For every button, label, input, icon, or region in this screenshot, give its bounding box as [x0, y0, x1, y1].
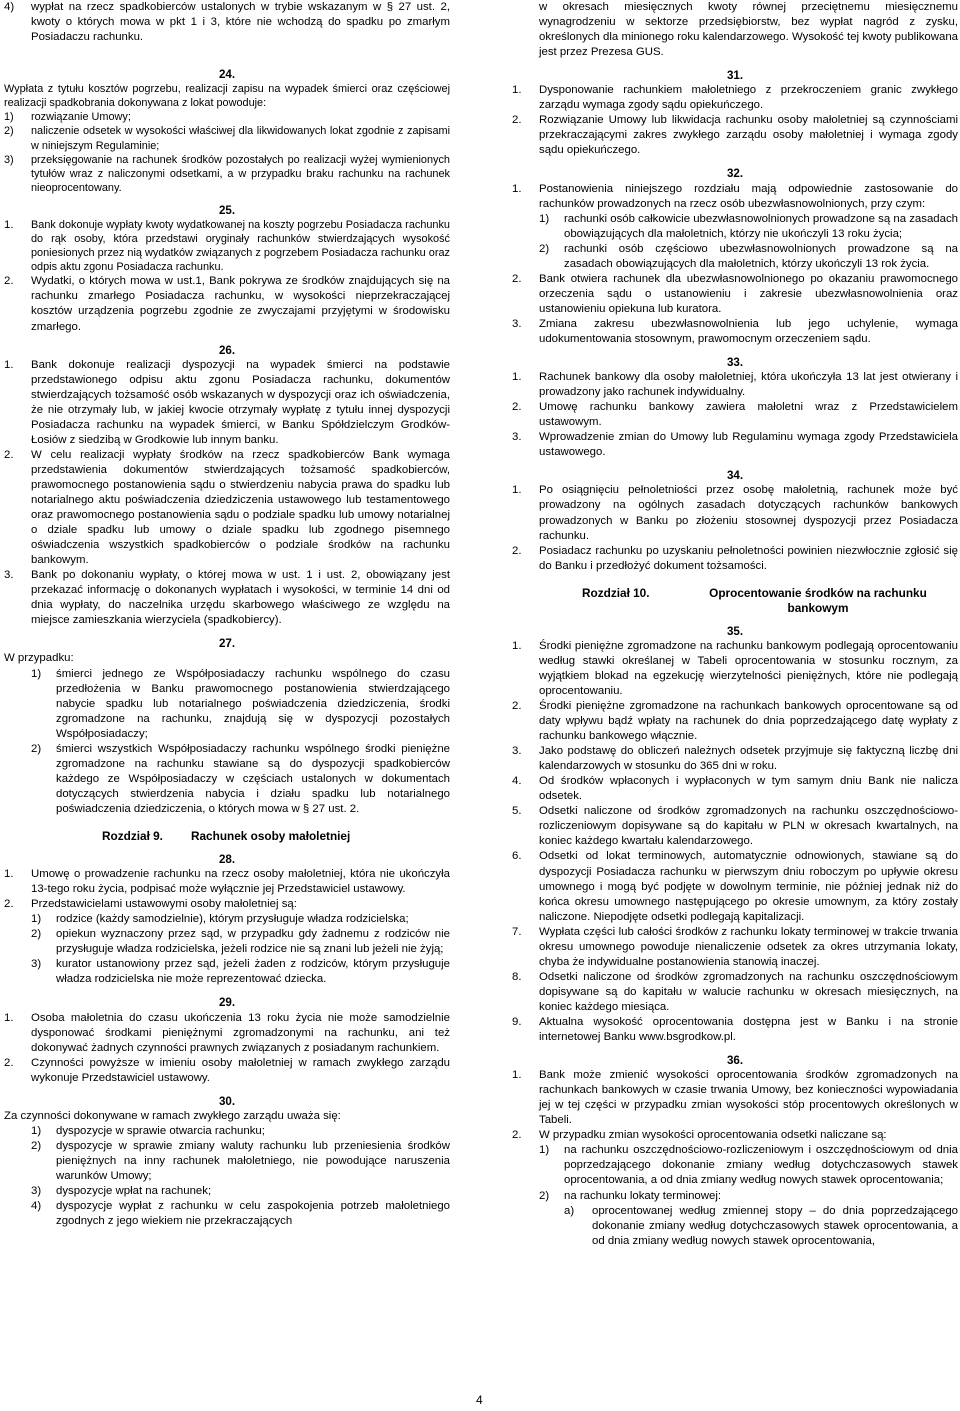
list-item: 3. Jako podstawę do obliczeń należnych odsetek przyjmuje się faktyczną liczbę dni kalendarzowych w stosunku do 365 dni w roku. — [512, 745, 958, 773]
section-30 — [4, 1109, 450, 1229]
list-item: 2) opiekun wyznaczony przez sąd, w przypadku gdy żadnemu z rodziców nie przysługuje władza rodzicielska, jeżeli rodzice nie są znani lub jeżeli nie żyją; — [31, 928, 450, 956]
list-pre — [4, 0, 450, 45]
chapter-label: Rozdział 10. — [582, 585, 650, 600]
paragraph: Wypłata z tytułu kosztów pogrzebu, realizacji zapisu na wypadek śmierci oraz częściowej realizacji spadkobrania dokonywana z lokat powoduje: — [4, 83, 450, 110]
left-column — [4, 0, 450, 1229]
item-text: wypłat na rzecz spadkobierców ustalonych w trybie wskazanym w § 27 ust. 2, kwoty o których mowa w pkt 1 i 3, które nie wchodzą do spadku po zmarłym Posiadaczu rachunku. — [31, 1, 450, 44]
list-item: 2) naliczenie odsetek w wysokości właściwej dla likwidowanych lokat zgodnie z zapisami w niniejszym Regulaminie; — [4, 125, 450, 152]
list-item: 1. Dysponowanie rachunkiem małoletniego z przekroczeniem granic zwykłego zarządu wymaga zgody sądu opiekuńczego. — [512, 84, 958, 112]
list-item: 8. Odsetki naliczone od środków zgromadzonych na rachunku oszczędnościowym dopisywane są do kapitału w walucie rachunku w okresach miesięcznych, na koniec każdego miesiąca. — [512, 970, 958, 1013]
list-item: 1. Bank może zmienić wysokości oprocentowania środków zgromadzonych na rachunkach bankowych w czasie trwania Umowy, bez konieczności wypowiadania jej w tej części w przypadku zmian wysokości stóp procentowych określonych w Tabeli. — [512, 1069, 958, 1127]
list-item: 1) śmierci jednego ze Współposiadaczy rachunku wspólnego do czasu przedłożenia w Banku prawomocnego postanowienia stwierdzającego nabycie spadku lub notarialnego poświadczenia dziedziczenia, środki zgromadzone na rachunku, znajdują się w dyspozycji pozostałych Współposiadaczy; — [31, 667, 450, 740]
list-item: 4) dyspozycje wypłat z rachunku w celu zaspokojenia potrzeb małoletniego zgodnych z jego wiekiem nie przekraczających — [31, 1200, 450, 1228]
list-item — [4, 0, 450, 45]
section-25 — [4, 218, 450, 335]
list-item: 1) rachunki osób całkowicie ubezwłasnowolnionych prowadzone są na zasadach obowiązujących dla małoletnich, którzy nie ukończyli 13 roku życia; — [539, 212, 958, 240]
list-item: 1. Osoba małoletnia do czasu ukończenia 13 roku życia nie może samodzielnie dysponować środkami pieniężnymi zgromadzonymi na rachunku, ani też dokonywać żadnych czynności prawnych związanych z posiadanym rachunkiem. — [4, 1011, 450, 1054]
section-32 — [512, 182, 958, 348]
list-item: 3. Wprowadzenie zmian do Umowy lub Regulaminu wymaga zgody Przedstawiciela ustawowego. — [512, 431, 958, 459]
section-34 — [512, 483, 958, 573]
section-heading: 31. — [726, 69, 744, 83]
section-33 — [512, 370, 958, 460]
list-item: 2) dyspozycje w sprawie zmiany waluty rachunku lub przeniesienia środków pieniężnych na inny rachunek małoletniego, nie powodujące naruszenia warunków Umowy; — [31, 1139, 450, 1182]
list-item: 4. Od środków wpłaconych i wypłaconych w tym samym dniu Bank nie nalicza odsetek. — [512, 775, 958, 803]
list-item: 2. Rozwiązanie Umowy lub likwidacja rachunku osoby małoletniej są czynnościami przekraczającymi zakres zwykłego zarządu osoby małoletniej i wymaga zgody sądu opiekuńczego. — [512, 114, 958, 157]
list-item: 3) przeksięgowanie na rachunek środków pozostałych po realizacji wyżej wymienionych tytułów wraz z naliczonymi odsetkami, a w przypadku braku rachunku na rachunek nieoprocentowany. — [4, 153, 450, 194]
list-item: a) oprocentowanej według zmiennej stopy – do dnia poprzedzającego dokonanie zmiany według dotychczasowych stawek oprocentowania, a od dnia zmiany według nowych stawek oprocentowania, — [564, 1204, 958, 1247]
list-item: 9. Aktualna wysokość oprocentowania dostępna jest w Banku i na stronie internetowej Banku www.bsgrodkow.pl. — [512, 1016, 958, 1044]
section-heading: 32. — [726, 167, 744, 181]
chapter-label: Rozdział 9. — [102, 829, 163, 843]
list-item: 2) śmierci wszystkich Współposiadaczy rachunku wspólnego środki pieniężne zgromadzone na rachunku stawiane są do dyspozycji spadkobierców każdego ze Współposiadaczy w częściach ustalonych w dokumentach dotyczących stwierdzenia nabycia i działu spadku lub notarialnego poświadczenia dziedziczenia, o których mowa w § 27 ust. 2. — [31, 742, 450, 815]
section-heading: 35. — [726, 624, 744, 638]
section-heading: 24. — [218, 68, 236, 82]
list-item: 2. Umowę rachunku bankowy zawiera małoletni wraz z Przedstawicielem ustawowym. — [512, 401, 958, 429]
section-27 — [4, 651, 450, 817]
item-number: 4) — [4, 1, 15, 13]
list-item: 2. W przypadku zmian wysokości oprocentowania odsetki naliczane są: — [512, 1129, 887, 1142]
list-item: 1. Rachunek bankowy dla osoby małoletniej, która ukończyła 13 lat jest otwierany i prowadzony jako rachunek indywidualny. — [512, 371, 958, 399]
section-heading: 33. — [726, 356, 744, 370]
chapter-title: Rachunek osoby małoletniej — [190, 829, 351, 843]
list-item: 2. Czynności powyższe w imieniu osoby małoletniej w ramach zwykłego zarządu wykonuje Przedstawiciel ustawowy. — [4, 1056, 450, 1084]
section-heading: 36. — [726, 1054, 744, 1068]
section-29 — [4, 1011, 450, 1086]
list-item: 1) na rachunku oszczędnościowo-rozliczeniowym i oszczędnościowym od dnia poprzedzającego dokonanie zmiany według dotychczasowych stawek oprocentowania, a od dnia zmiany według nowych stawek oprocentowania; — [539, 1144, 958, 1187]
list-item: 2. Bank otwiera rachunek dla ubezwłasnowolnionego po okazaniu prawomocnego orzeczenia sądu o ustanowieniu i zakresie ubezwłasnowolnienia oraz ustanowieniu opiekuna lub kuratora. — [512, 272, 958, 315]
list-item: 1. Postanowienia niniejszego rozdziału mają odpowiednie zastosowanie do rachunków prowadzonych na rzecz osób ubezwłasnowolnionych, przy czym: — [512, 182, 958, 210]
section-heading: 25. — [218, 203, 236, 217]
list-item: 1. Bank dokonuje realizacji dyspozycji na wypadek śmierci na podstawie przedstawionego odpisu aktu zgonu Posiadacza rachunku, dokumentów stwierdzających tożsamość osób wskazanych w dyspozycji oraz ich oświadczenia, że nie otrzymały lub, w jakiej kwocie otrzymały wypłatę z tytułu innej dyspozycji Posiadacza rachunku na wypadek śmierci, w Banku Spółdzielczym Grodków-Łosiów z siedzibą w Grodkowie lub innym banku. — [4, 358, 450, 446]
list-item: 2) rachunki osób częściowo ubezwłasnowolnionych prowadzone są na zasadach obowiązujących dla małoletnich, którzy ukończyli 13 rok życia. — [539, 242, 958, 270]
list-item: 3) dyspozycje wpłat na rachunek; — [31, 1185, 212, 1198]
list-item: 2) na rachunku lokaty terminowej: — [539, 1189, 722, 1202]
list-item: 1. Bank dokonuje wypłaty kwoty wydatkowanej na koszty pogrzebu Posiadacza rachunku do rąk osoby, która przedstawi oryginały rachunków stwierdzających wysokość poniesionych przez nią wydatków związanych z pogrzebem Posiadacza rachunku oraz odpis aktu zgonu Posiadacza rachunku. — [4, 218, 450, 274]
list-item: 3) kurator ustanowiony przez sąd, jeżeli żaden z rodziców, którym przysługuje władza rodzicielska nie może reprezentować dziecka. — [31, 958, 450, 986]
section-24 — [4, 82, 450, 195]
chapter-heading — [4, 829, 450, 844]
list-item: 1. Środki pieniężne zgromadzone na rachunku bankowym podlegają oprocentowaniu według stawki określanej w Tabeli oprocentowania w stosunku rocznym, za wyjątkiem blokad na egzekucję wierzytelności pieniężnych, które nie podlegają oprocentowaniu. — [512, 639, 958, 697]
section-36 — [512, 1068, 958, 1249]
list-item: 5. Odsetki naliczone od środków zgromadzonych na rachunku oszczędnościowo- rozliczeniowym dopisywane są do kapitału w PLN w okresach kwartalnych, na koniec każdego kwartału kalendarzowego. — [512, 805, 958, 848]
section-31 — [512, 83, 958, 158]
section-heading: 34. — [726, 469, 744, 483]
list-item: 1) dyspozycje w sprawie otwarcia rachunku; — [31, 1124, 265, 1137]
paragraph: Za czynności dokonywane w ramach zwykłego zarządu uważa się: — [4, 1109, 341, 1122]
continued-paragraph: w okresach miesięcznych kwoty równej przeciętnemu miesięcznemu wynagrodzeniu w sektorze przedsiębiorstw, bez wypłat nagród z zysku, określonych dla minionego roku kalendarzowego. Wysokość tej kwoty publikowana jest przez Prezesa GUS. — [539, 1, 958, 59]
list-item: 2. W celu realizacji wypłaty środków na rzecz spadkobierców Bank wymaga przedstawienia dokumentów stwierdzających tożsamość spadkobierców, prawomocnego postanowienia sądu o stwierdzeniu nabycia prawa do spadku lub notarialnego aktu poświadczenia dziedziczenia ustawowego lub testamentowego oraz prawomocnego postanowienia sądu o podziale spadku lub umowy notarialnej o dziale spadku lub umowy o dziale spadku lub zgodnego pisemnego oświadczenia wszystkich spadkobierców o podziale środków na rachunku bankowym. — [4, 448, 450, 567]
list-item: 2. Posiadacz rachunku po uzyskaniu pełnoletności powinien niezwłocznie zgłosić się do Banku i przedłożyć dokument tożsamości. — [512, 544, 958, 572]
paragraph: W przypadku: — [4, 652, 74, 665]
list-item: 3. Bank po dokonaniu wypłaty, o której mowa w ust. 1 i ust. 2, obowiązany jest przekazać informację o dokonanych wypłatach i wysokości, w terminie 14 dni od dnia wypłaty, do naczelnika urzędu skarbowego właściwego ze względu na miejsce zamieszkania wierzyciela (spadkobiercy). — [4, 569, 450, 627]
chapter-heading — [512, 586, 958, 616]
section-35 — [512, 639, 958, 1045]
list-item: 2. Przedstawicielami ustawowymi osoby małoletniej są: — [4, 898, 297, 911]
list-item: 2. Środki pieniężne zgromadzone na rachunkach bankowych oprocentowane są od daty wpływu bądź wpłaty na rachunek do dnia poprzedzającego datę wypłaty z rachunku bankowego włącznie. — [512, 700, 958, 743]
list-item: 1) rodzice (każdy samodzielnie), którym przysługuje władza rodzicielska; — [31, 913, 409, 926]
list-item: 6. Odsetki od lokat terminowych, automatycznie odnowionych, stawiane są do dyspozycji Posiadacza rachunku w pierwszym dniu roboczym po upływie okresu umownego i mogą być podjęte w dowolnym terminie, nie później jednak niż do końca okresu umownego następującego po okresie umownym, za który zostały naliczone. Niepodjęte odsetki podlegają kapitalizacji. — [512, 850, 958, 923]
list-item: 3. Zmiana zakresu ubezwłasnowolnienia lub jego uchylenie, wymaga udokumentowania stosownym, prawomocnym orzeczeniem sądu. — [512, 317, 958, 345]
list-item: 7. Wypłata części lub całości środków z rachunku lokaty terminowej w trakcie trwania okresu umownego powoduje nienaliczenie odsetek za okres utrzymania lokaty, chyba że indywidualne postanowienia stanowią inaczej. — [512, 925, 958, 968]
section-heading: 26. — [218, 343, 236, 357]
chapter-title: Oprocentowanie środków na rachunku bankowym — [709, 585, 927, 615]
list-item: 1. Umowę o prowadzenie rachunku na rzecz osoby małoletniej, która nie ukończyła 13-tego roku życia, podpisać może wyłącznie jej Przedstawiciel ustawowy. — [4, 868, 450, 896]
list-item: 1. Po osiągnięciu pełnoletniości przez osobę małoletnią, rachunek może być prowadzony na ogólnych zasadach dotyczących rachunków bankowych prowadzonych w Banku po złożeniu stosownej dyspozycji przez Posiadacza rachunku. — [512, 484, 958, 542]
section-heading: 29. — [218, 996, 236, 1010]
section-heading: 30. — [218, 1094, 236, 1108]
list-item: 2. Wydatki, o których mowa w ust.1, Bank pokrywa ze środków znajdujących się na rachunku zmarłego Posiadacza rachunku, w wysokości nieprzekraczającej kosztów urządzenia pogrzebu zgodnie ze zwyczajami przyjętymi w środowisku zmarłego. — [4, 275, 450, 333]
page-number: 4 — [476, 1393, 483, 1407]
list-item: 1) rozwiązanie Umowy; — [4, 111, 131, 124]
right-column — [512, 0, 958, 1249]
section-28 — [4, 867, 450, 987]
section-heading: 27. — [218, 637, 236, 651]
section-26 — [4, 358, 450, 629]
section-heading: 28. — [218, 853, 236, 867]
